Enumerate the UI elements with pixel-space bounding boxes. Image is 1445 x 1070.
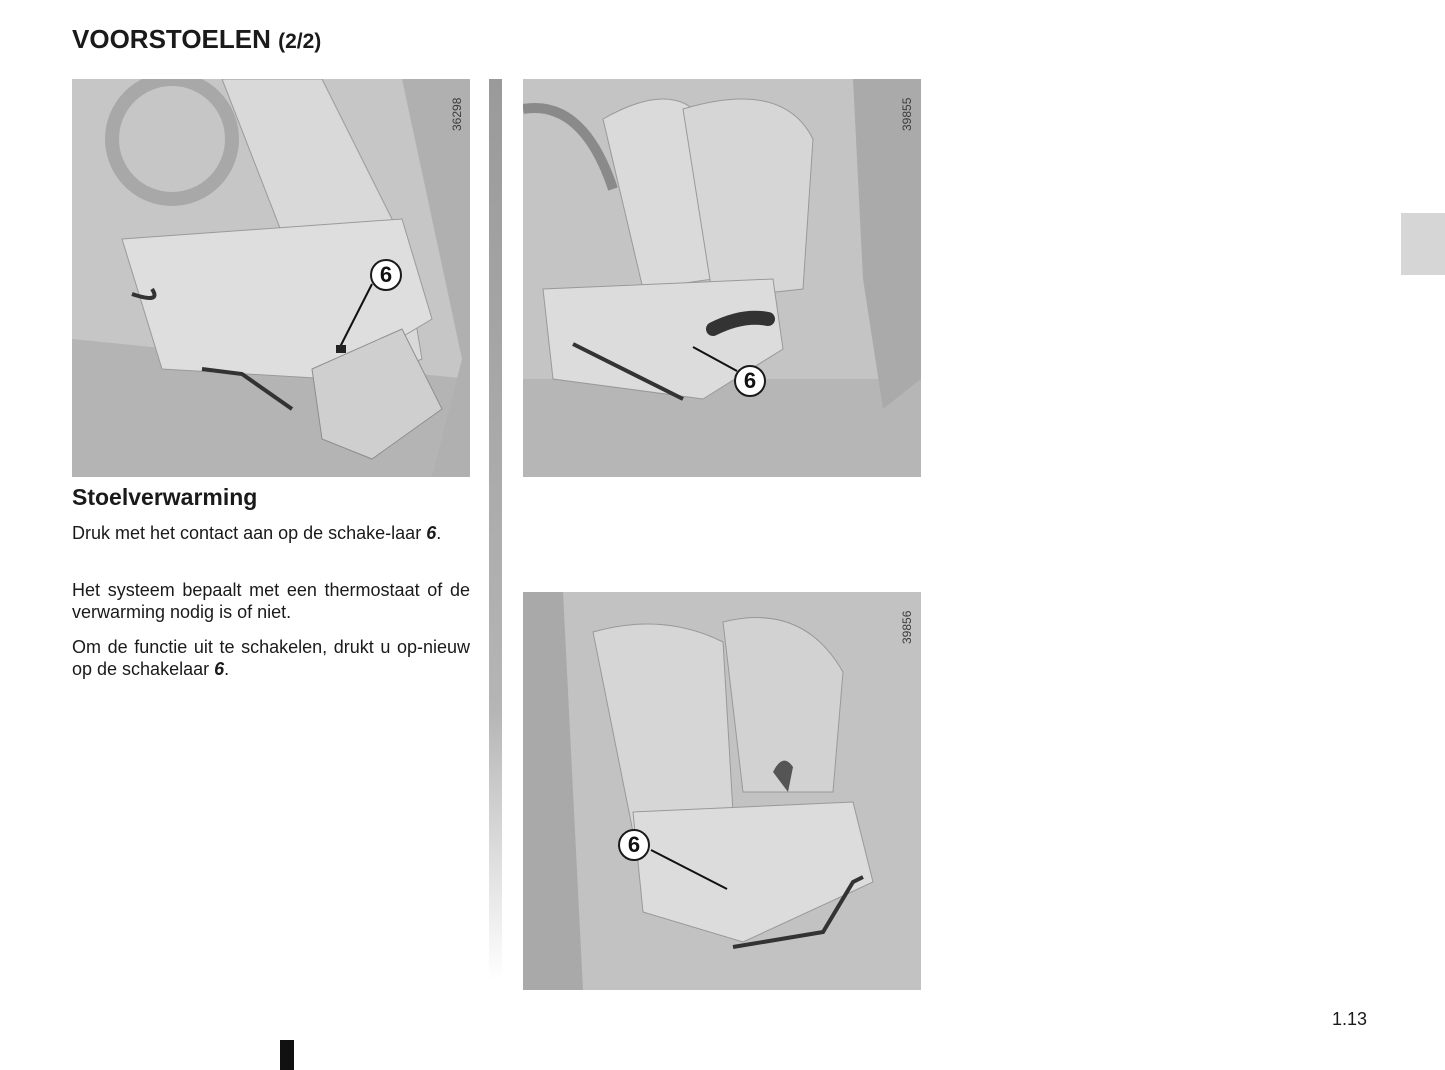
figure-seat-heating-switch-3: [523, 592, 921, 990]
figure-ref-number: 36298: [450, 97, 464, 131]
paragraph-1: [72, 522, 470, 544]
paragraph-1-ref: 6: [426, 523, 437, 543]
chapter-tab-marker: [1401, 213, 1445, 275]
figure-seat-heating-switch-1: [72, 79, 470, 477]
callout-6: 6: [370, 259, 402, 291]
page-title: [72, 24, 321, 55]
seat-illustration-2: [523, 79, 921, 477]
page-title-main: VOORSTOELEN: [72, 24, 271, 54]
paragraph-3: [72, 636, 470, 680]
figure-ref-number: 39855: [900, 97, 914, 131]
paragraph-2-text: Het systeem bepaalt met een thermostaat of de verwarming nodig is of niet.: [72, 580, 470, 622]
column-divider-bar: [489, 79, 502, 980]
figure-seat-heating-switch-2: [523, 79, 921, 477]
figure-ref-number: 39856: [900, 610, 914, 644]
callout-6: 6: [618, 829, 650, 861]
paragraph-1-tail: .: [436, 523, 442, 543]
paragraph-1-text: Druk met het contact aan op de schake-laar: [72, 523, 427, 543]
page-title-suffix: (2/2): [278, 30, 322, 53]
callout-6: 6: [734, 365, 766, 397]
paragraph-3-text: Om de functie uit te schakelen, drukt u op-nieuw op de schakelaar: [72, 637, 470, 679]
print-mark: [280, 1040, 294, 1070]
seat-illustration-3: [523, 592, 921, 990]
paragraph-2: [72, 579, 470, 623]
section-heading: Stoelverwarming: [72, 484, 258, 510]
seat-illustration-1: [72, 79, 470, 477]
page-number: 1.13: [1332, 1009, 1368, 1029]
paragraph-3-ref: 6: [214, 659, 225, 679]
paragraph-3-tail: .: [224, 659, 230, 679]
